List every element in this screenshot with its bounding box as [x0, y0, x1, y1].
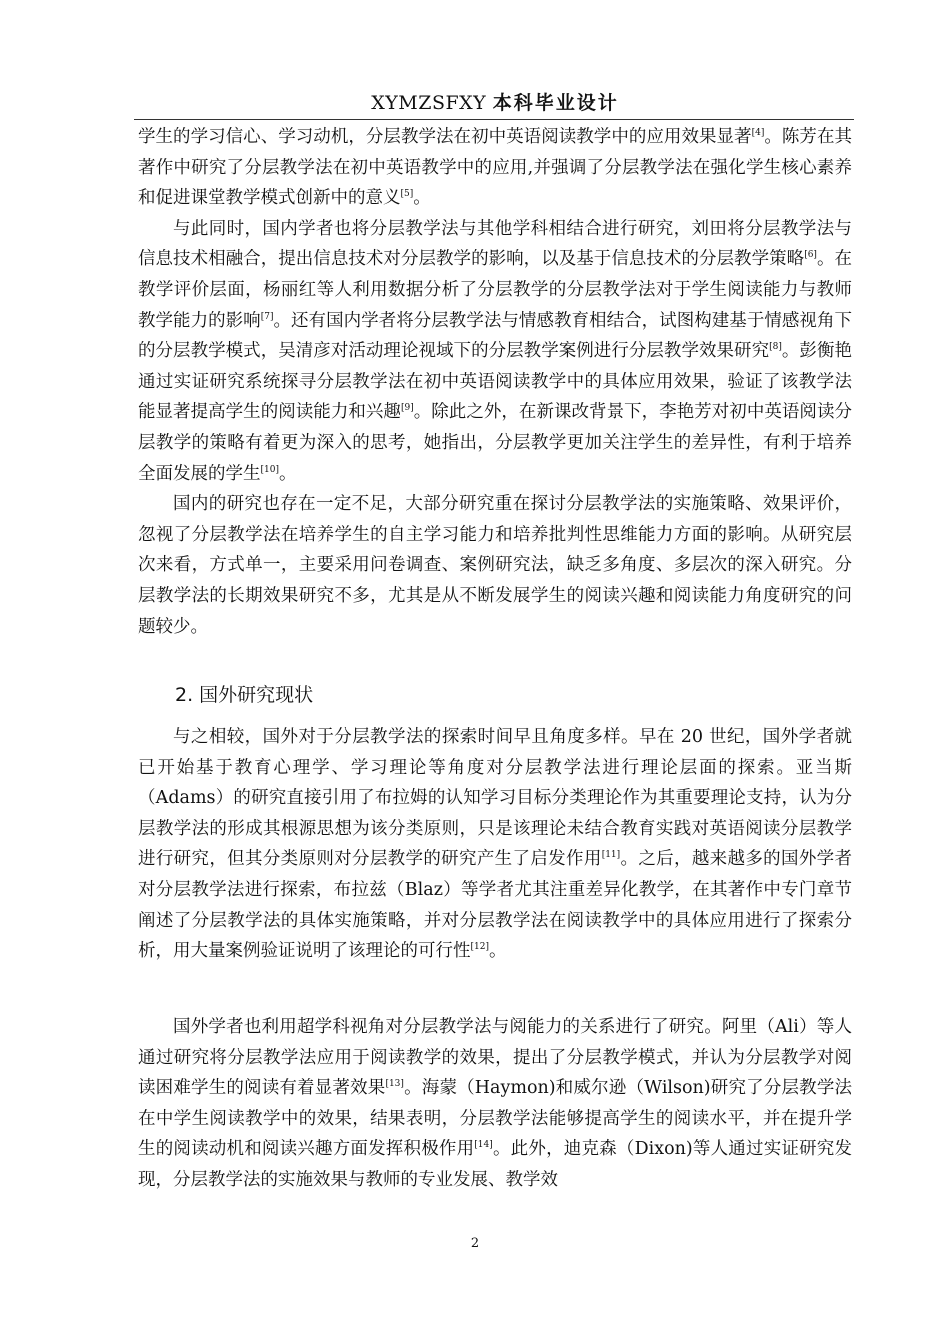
citation-10: [10]	[260, 464, 279, 475]
citation-5: [5]	[400, 189, 414, 200]
header-chinese: 本科毕业设计	[492, 92, 619, 114]
paragraph-2	[138, 214, 852, 489]
page-number: 2	[470, 1236, 480, 1251]
paragraph-3	[138, 489, 852, 642]
citation-4: [4]	[751, 128, 765, 138]
citation-8: [8]	[769, 342, 782, 353]
header-rule	[134, 119, 854, 120]
paragraph-2-text-2: 。在教学评价层面，杨丽红等人利用数据分析了分层教学的分层教学法对于学生阅读能力与教师教学能力的影响	[138, 249, 852, 331]
paragraph-2-text-5: 。除此之外，在新课改背景下，李艳芳对初中英语阅读分层教学的策略有着更为深入的思考，她指出，分层教学更加关注学生的差异性，有利于培养全面发展的学生	[138, 402, 852, 484]
paragraph-5-text-1: 国外学者也利用超学科视角对分层教学法与阅能力的关系进行了研究。阿里（Ali）等人通过研究将分层教学法应用于阅读教学的效果，提出了分层教学模式，并认为分层教学对阅读困难学生的阅读有着显著效果	[138, 1017, 852, 1099]
citation-12: [12]	[470, 942, 489, 953]
page-header	[138, 90, 852, 116]
paragraph-4	[138, 722, 852, 967]
citation-9: [9]	[400, 403, 414, 414]
paragraph-5-text-2: 。海蒙（Haymon)和威尔逊（Wilson)研究了分层教学法在中学生阅读教学中的效果，结果表明，分层教学法能够提高学生的阅读水平，并在提升学生的阅读动机和阅读兴趣方面发挥积极作用	[138, 1078, 853, 1160]
paragraph-4-text-1: 与之相较，国外对于分层教学法的探索时间早且角度多样。早在 20 世纪，国外学者就已开始基于教育心理学、学习理论等角度对分层教学法进行理论层面的探索。亚当斯（Adams）的研究直接引用了布拉姆的认知学习目标分类理论作为其重要理论支持，认为分层教学法的形成其根源思想为该分类原则，只是该理论未结合教育实践对英语阅读分层教学进行研究，但其分类原则对分层教学的研究产生了启发作用	[138, 727, 852, 870]
header-latin: XYMZSFXY	[371, 92, 487, 114]
paragraph-1-text-3: 。	[413, 188, 431, 209]
section-heading: 2. 国外研究现状	[175, 684, 314, 706]
paragraph-2-text-1: 与此同时，国内学者也将分层教学法与其他学科相结合进行研究，刘田将分层教学法与信息技术相融合，提出信息技术对分层教学的影响，以及基于信息技术的分层教学策略	[138, 218, 852, 270]
paragraph-5-text-3: 。此外，迪克森（Dixon)等人通过实证研究发现，分层教学法的实施效果与教师的专业发展、教学效	[138, 1139, 852, 1190]
citation-7: [7]	[260, 311, 274, 322]
paragraph-2-text-6: 。	[278, 463, 297, 484]
paragraph-4-text-2: 。之后，越来越多的国外学者对分层教学法进行探索，布拉兹（Blaz）等学者尤其注重差异化教学，在其著作中专门章节阐述了分层教学法的具体实施策略，并对分层教学法在阅读教学中的具体应用进行了探索分析，用大量案例验证说明了该理论的可行性	[138, 849, 853, 962]
citation-14: [14]	[474, 1140, 493, 1151]
citation-6: [6]	[804, 250, 817, 261]
paragraph-2-text-3: 。还有国内学者将分层教学法与情感教育相结合，试图构建基于情感视角下的分层教学模式，吴清彦对活动理论视域下的分层教学案例进行分层教学效果研究	[138, 310, 852, 362]
body-block-2	[138, 722, 852, 967]
paragraph-1-text-1: 学生的学习信心、学习动机，分层教学法在初中英语阅读教学中的应用效果显著	[138, 127, 752, 147]
body-block-1	[138, 122, 852, 642]
paragraph-3-text-1: 国内的研究也存在一定不足，大部分研究重在探讨分层教学法的实施策略、效果评价，忽视了分层教学法在培养学生的自主学习能力和培养批判性思维能力方面的影响。从研究层次来看，方式单一，主要采用问卷调查、案例研究法，缺乏多角度、多层次的深入研究。分层教学法的长期效果研究不多，尤其是从不断发展学生的阅读兴趣和阅读能力角度研究的问题较少。	[138, 494, 852, 637]
paragraph-1	[138, 122, 852, 214]
citation-11: [11]	[601, 850, 621, 861]
paragraph-5	[138, 1012, 852, 1196]
body-block-3	[138, 1012, 852, 1196]
paragraph-4-text-3: 。	[488, 941, 507, 962]
paragraph-1-text-2: 。陈芳在其著作中研究了分层教学法在初中英语教学中的应用,并强调了分层教学法在强化学生核心素养和促进课堂教学模式创新中的意义	[138, 127, 852, 209]
citation-13: [13]	[385, 1079, 404, 1090]
paragraph-2-text-4: 。彭衡艳通过实证研究系统探寻分层教学法在初中英语阅读教学中的具体应用效果，验证了该教学法能显著提高学生的阅读能力和兴趣	[138, 341, 852, 423]
